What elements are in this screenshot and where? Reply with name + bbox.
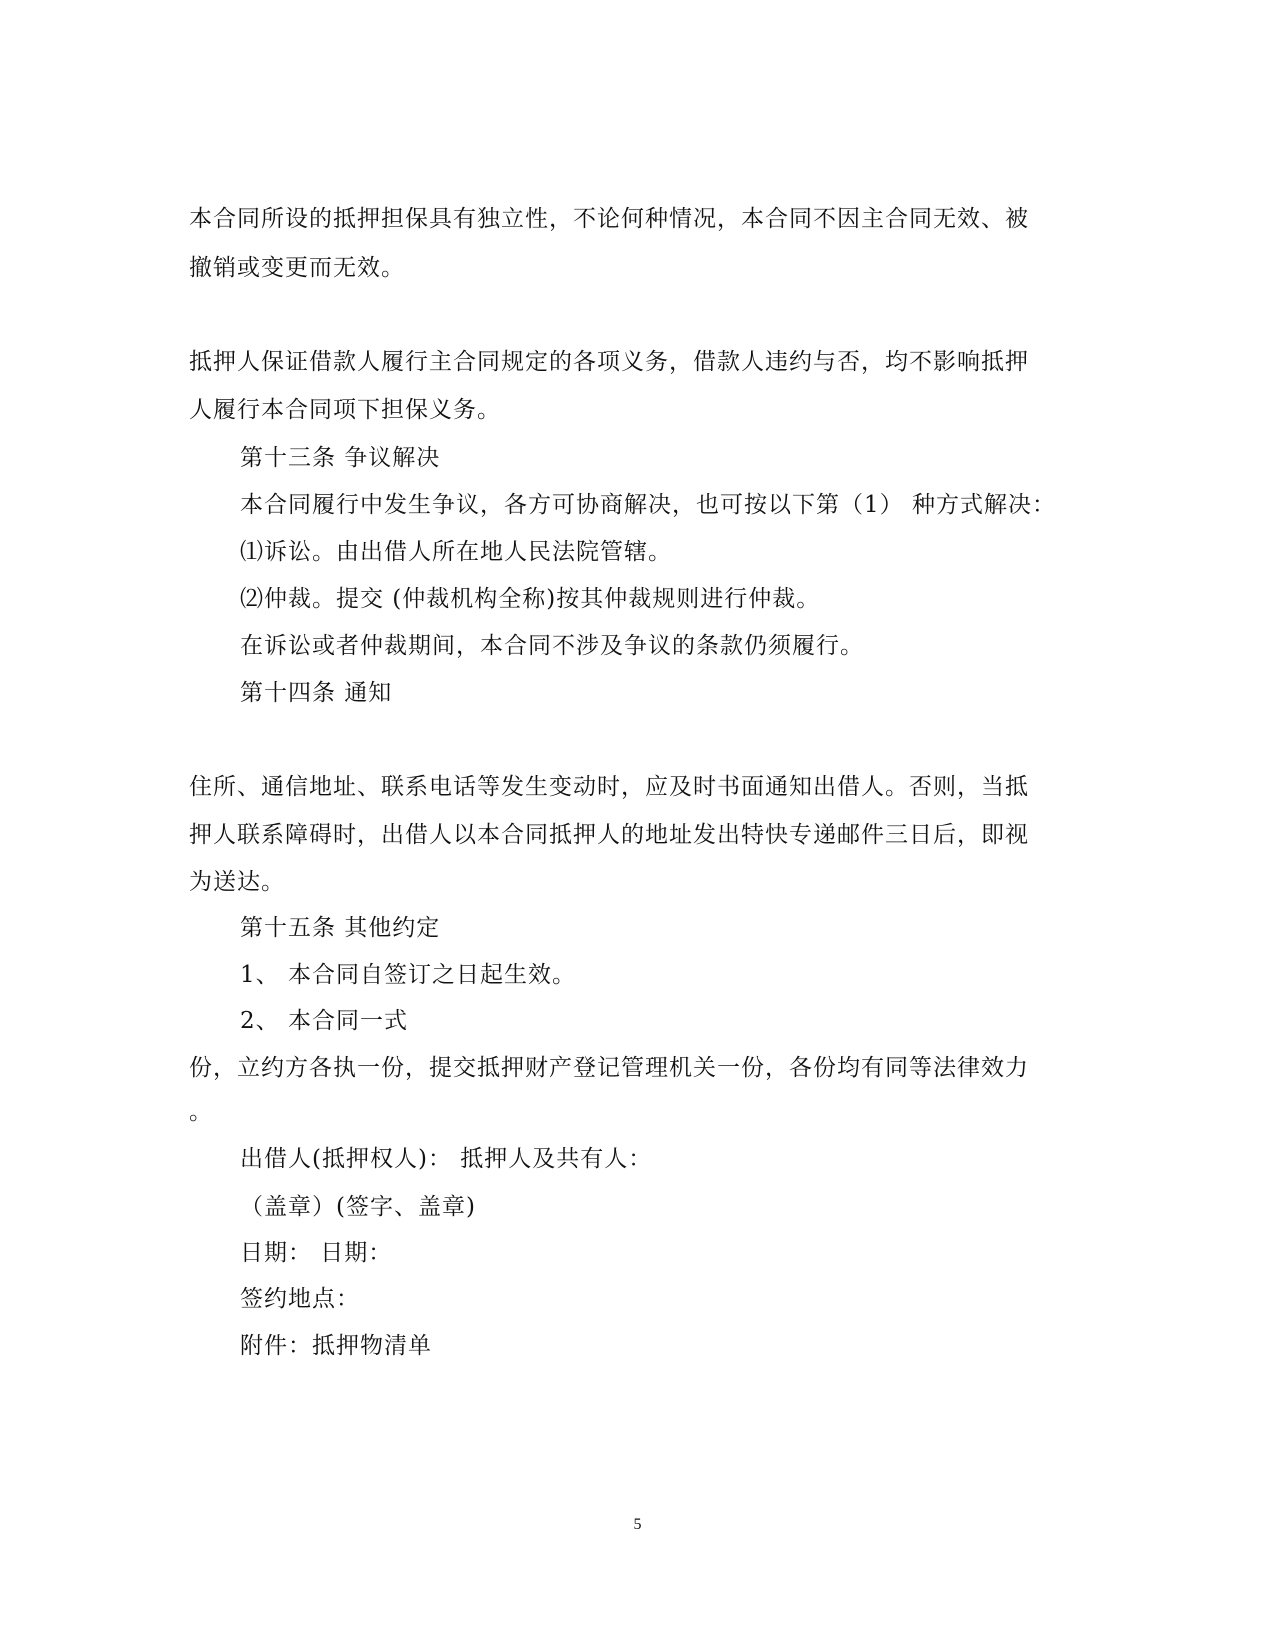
article-14-heading: 第十四条 通知 (240, 680, 393, 706)
notice-paragraph-line-1: 住所、通信地址、联系电话等发生变动时，应及时书面通知出借人。否则，当抵 (189, 774, 1029, 800)
other-agreement-item-1: 1、 本合同自签订之日起生效。 (240, 962, 576, 988)
signature-date-label: 日期： 日期： (240, 1240, 393, 1266)
notice-paragraph-line-3: 为送达。 (189, 869, 285, 895)
dispute-option-arbitration: ⑵仲裁。提交 (仲裁机构全称)按其仲裁规则进行仲裁。 (240, 586, 821, 612)
signature-seal-label: （盖章）(签字、盖章) (240, 1194, 476, 1220)
paragraph-guarantee-line-1: 抵押人保证借款人履行主合同规定的各项义务，借款人违约与否，均不影响抵押 (189, 349, 1029, 375)
dispute-period-text: 在诉讼或者仲裁期间，本合同不涉及争议的条款仍须履行。 (240, 633, 864, 659)
signing-place-label: 签约地点： (240, 1286, 360, 1312)
article-15-heading: 第十五条 其他约定 (240, 915, 441, 941)
notice-paragraph-line-2: 押人联系障碍时，出借人以本合同抵押人的地址发出特快专递邮件三日后，即视 (189, 822, 1029, 848)
signature-parties-label: 出借人(抵押权人)： 抵押人及共有人： (240, 1146, 653, 1172)
attachment-label: 附件：抵押物清单 (240, 1333, 432, 1359)
dispute-resolution-text: 本合同履行中发生争议，各方可协商解决，也可按以下第（1） 种方式解决： (240, 492, 1056, 518)
dispute-option-litigation: ⑴诉讼。由出借人所在地人民法院管辖。 (240, 539, 672, 565)
article-13-heading: 第十三条 争议解决 (240, 445, 441, 471)
page-number: 5 (633, 1516, 642, 1533)
paragraph-independence-line-2: 撤销或变更而无效。 (189, 255, 405, 281)
paragraph-independence-line-1: 本合同所设的抵押担保具有独立性，不论何种情况，本合同不因主合同无效、被 (189, 206, 1029, 232)
copies-statement-line-2: 。 (189, 1099, 213, 1125)
other-agreement-item-2: 2、 本合同一式 (240, 1008, 408, 1034)
copies-statement-line-1: 份，立约方各执一份，提交抵押财产登记管理机关一份，各份均有同等法律效力 (189, 1055, 1029, 1081)
paragraph-guarantee-line-2: 人履行本合同项下担保义务。 (189, 397, 501, 423)
